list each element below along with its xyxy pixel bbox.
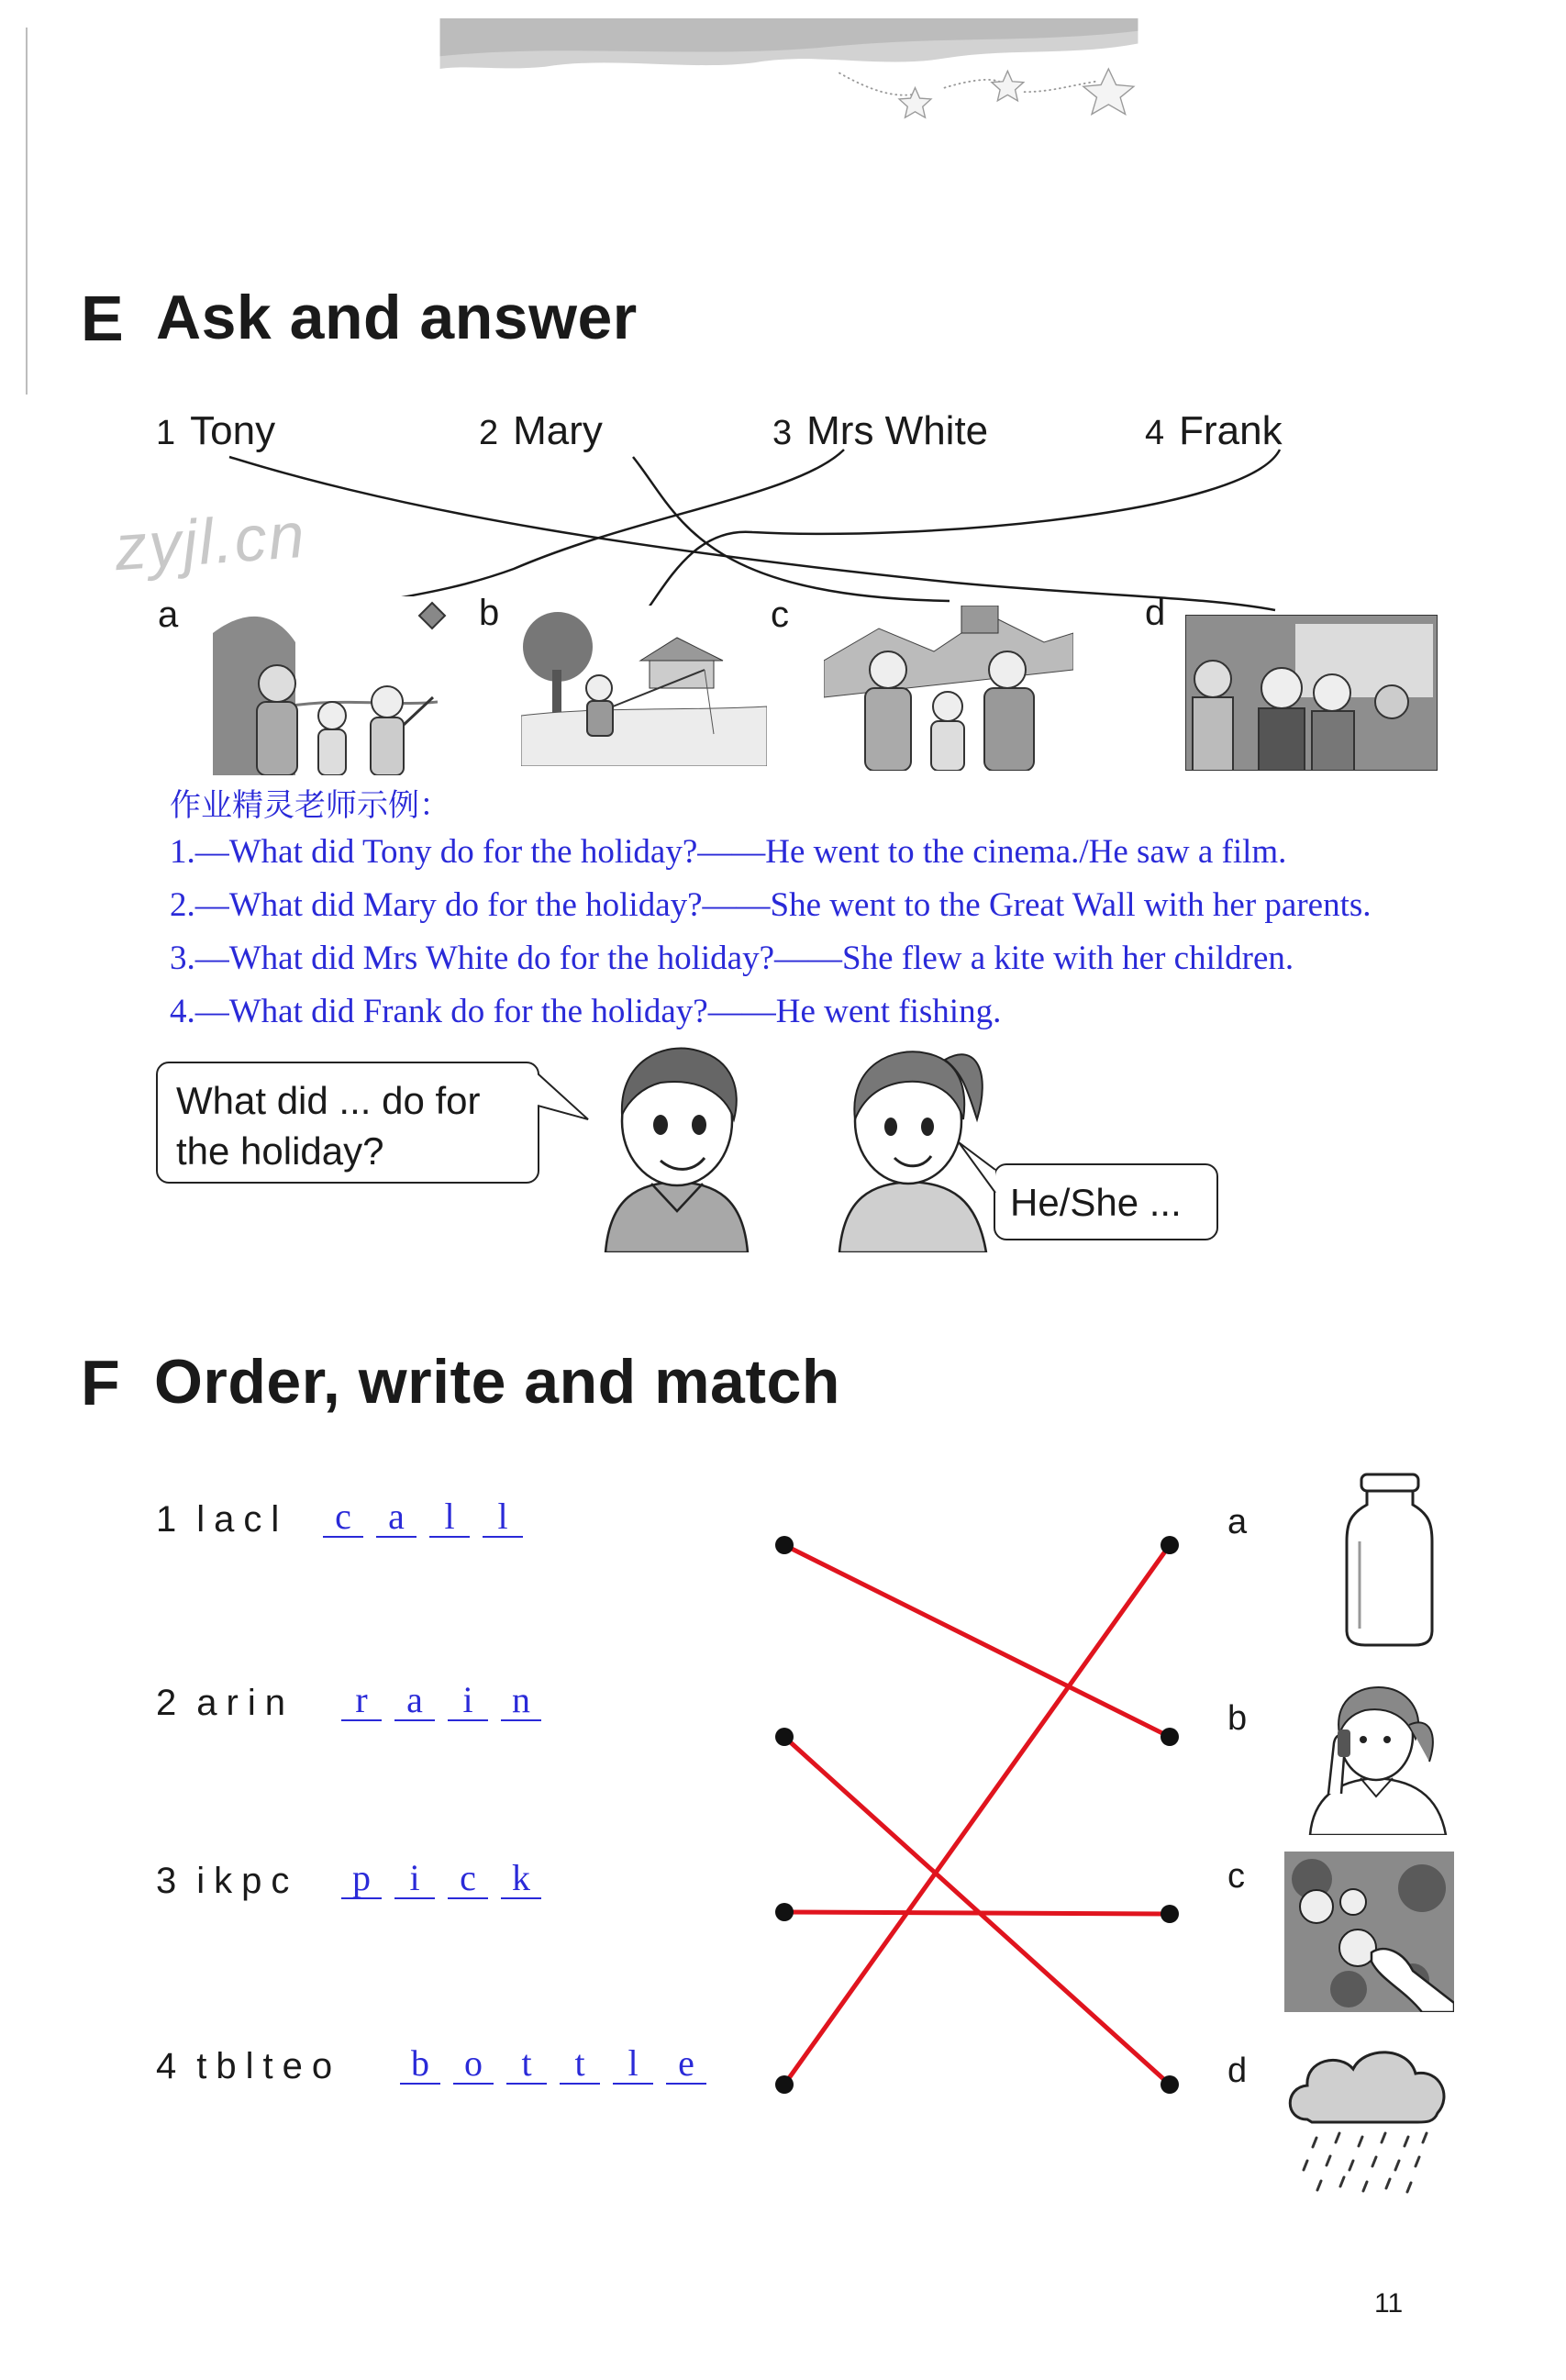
item-number: 2: [156, 1683, 177, 1723]
fishing-by-river-picture: [521, 606, 767, 766]
name-text: Mrs White: [806, 408, 989, 453]
answer-heading: 作业精灵老师示例：: [170, 787, 450, 824]
answer-blank[interactable]: i: [448, 1681, 488, 1721]
picture-letter-a: a: [158, 595, 179, 635]
boy-picture: [596, 1037, 757, 1252]
bubble-tail: [538, 1064, 593, 1129]
answer-blank[interactable]: t: [506, 2044, 547, 2085]
name-text: Frank: [1179, 408, 1283, 453]
answer-blank[interactable]: l: [613, 2044, 653, 2085]
kite-icon: [417, 601, 447, 630]
match-dot-c[interactable]: [1161, 1905, 1179, 1923]
name-number: 2: [479, 414, 499, 452]
match-dot-b[interactable]: [1161, 1728, 1179, 1746]
option-letter-b: b: [1227, 1699, 1248, 1738]
answer-blank[interactable]: r: [341, 1681, 382, 1721]
rain-cloud-picture: [1280, 2041, 1454, 2202]
scrambled-letters: arin: [196, 1683, 294, 1723]
section-f-letter: F: [81, 1347, 120, 1418]
connect-line: [633, 457, 950, 601]
name-text: Tony: [190, 408, 276, 453]
connect-line: [229, 457, 1275, 610]
girl-picture: [830, 1037, 995, 1252]
answer-line-3: 3.—What did Mrs White do for the holiday?——She flew a kite with her children.: [170, 940, 1294, 977]
option-letter-a: a: [1227, 1503, 1248, 1541]
section-e-title: Ask and answer: [156, 283, 638, 352]
answer-blank[interactable]: l: [483, 1497, 523, 1538]
match-line-4-a: [784, 1545, 1170, 2085]
answer-blank[interactable]: e: [666, 2044, 706, 2085]
answer-blank[interactable]: c: [448, 1859, 488, 1899]
answer-blank[interactable]: l: [429, 1497, 470, 1538]
match-dot-2[interactable]: [775, 1728, 794, 1746]
option-letter-c: c: [1227, 1857, 1245, 1896]
answer-blank[interactable]: b: [400, 2044, 440, 2085]
item-number: 1: [156, 1499, 177, 1540]
section-f-title: Order, write and match: [154, 1347, 840, 1417]
scrambled-letters: lacl: [196, 1499, 289, 1540]
name-number: 1: [156, 414, 176, 452]
answer-blank[interactable]: n: [501, 1681, 541, 1721]
answer-blank[interactable]: k: [501, 1859, 541, 1899]
match-line-3-c: [784, 1912, 1170, 1914]
answer-line-2: 2.—What did Mary do for the holiday?——She went to the Great Wall with her parents.: [170, 886, 1372, 924]
name-number: 3: [772, 414, 793, 452]
cinema-audience-picture: [1185, 615, 1438, 771]
match-dot-1[interactable]: [775, 1536, 794, 1554]
picture-letter-c: c: [771, 595, 789, 635]
name-text: Mary: [513, 408, 603, 453]
answer-blank[interactable]: c: [323, 1497, 363, 1538]
match-dot-d[interactable]: [1161, 2075, 1179, 2094]
option-letter-d: d: [1227, 2052, 1248, 2090]
picture-letter-b: b: [479, 593, 500, 633]
item-number: 4: [156, 2046, 177, 2086]
bubble-answer-text: He/She ...: [1010, 1181, 1182, 1224]
connect-line: [647, 450, 1280, 610]
name-number: 4: [1145, 414, 1165, 452]
answer-line-1: 1.—What did Tony do for the holiday?——He went to the cinema./He saw a film.: [170, 833, 1287, 871]
match-line-1-b: [784, 1545, 1170, 1737]
question-speech-bubble: [156, 1062, 539, 1184]
page-number: 11: [1374, 2288, 1404, 2319]
picking-fruit-picture: [1284, 1852, 1454, 2012]
scrambled-letters: ikpc: [196, 1861, 299, 1901]
match-dot-4[interactable]: [775, 2075, 794, 2094]
answer-line-4: 4.—What did Frank do for the holiday?——He went fishing.: [170, 993, 1002, 1030]
item-number: 3: [156, 1861, 177, 1901]
answer-blank[interactable]: a: [376, 1497, 416, 1538]
bottle-picture: [1341, 1473, 1438, 1647]
answer-blank[interactable]: i: [394, 1859, 435, 1899]
woman-calling-picture: [1301, 1679, 1452, 1835]
watermark: zyjl.cn: [112, 498, 308, 584]
bubble-question-text: What did ... do for the holiday?: [176, 1079, 481, 1173]
answer-speech-bubble: [994, 1163, 1218, 1240]
answer-blank[interactable]: t: [560, 2044, 600, 2085]
answer-blank[interactable]: o: [453, 2044, 494, 2085]
great-wall-picture: [824, 606, 1073, 771]
answer-blank[interactable]: a: [394, 1681, 435, 1721]
answer-blank[interactable]: p: [341, 1859, 382, 1899]
section-e-letter: E: [81, 283, 124, 354]
kite-flying-family-picture: [213, 596, 438, 775]
picture-letter-d: d: [1145, 593, 1166, 633]
scrambled-letters: tblteo: [196, 2046, 342, 2086]
match-dot-a[interactable]: [1161, 1536, 1179, 1554]
match-dot-3[interactable]: [775, 1903, 794, 1921]
